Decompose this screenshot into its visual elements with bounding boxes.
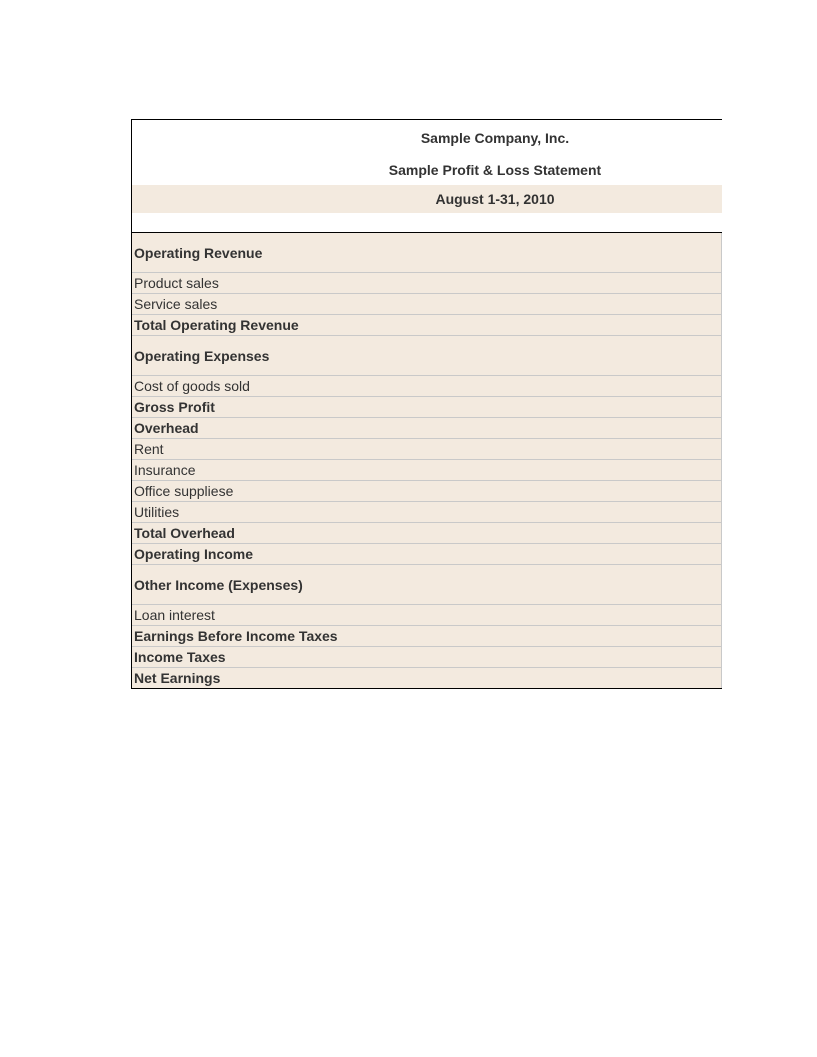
total-row: Total Operating Revenue: [132, 315, 722, 336]
company-name: Sample Company, Inc.: [420, 130, 570, 146]
statement-rows: [132, 233, 722, 688]
line-item-row: Service sales: [132, 294, 722, 315]
line-item-row: Insurance: [132, 460, 722, 481]
header-divider: [132, 213, 722, 233]
line-item-row: Product sales: [132, 273, 722, 294]
statement-title: Sample Profit & Loss Statement: [388, 162, 602, 178]
statement-period: August 1-31, 2010: [132, 185, 722, 213]
total-row: Operating Income: [132, 544, 722, 565]
total-row: Overhead: [132, 418, 722, 439]
line-item-row: Cost of goods sold: [132, 376, 722, 397]
total-row: Gross Profit: [132, 397, 722, 418]
section-header: Other Income (Expenses): [132, 565, 722, 605]
profit-loss-statement: [131, 119, 722, 689]
total-row: Income Taxes: [132, 647, 722, 668]
total-row: Total Overhead: [132, 523, 722, 544]
line-item-row: Loan interest: [132, 605, 722, 626]
total-row: Earnings Before Income Taxes: [132, 626, 722, 647]
section-header: Operating Revenue: [132, 233, 722, 273]
total-row: Net Earnings: [132, 668, 722, 688]
line-item-row: Office suppliese: [132, 481, 722, 502]
section-header: Operating Expenses: [132, 336, 722, 376]
line-item-row: Utilities: [132, 502, 722, 523]
line-item-row: Rent: [132, 439, 722, 460]
